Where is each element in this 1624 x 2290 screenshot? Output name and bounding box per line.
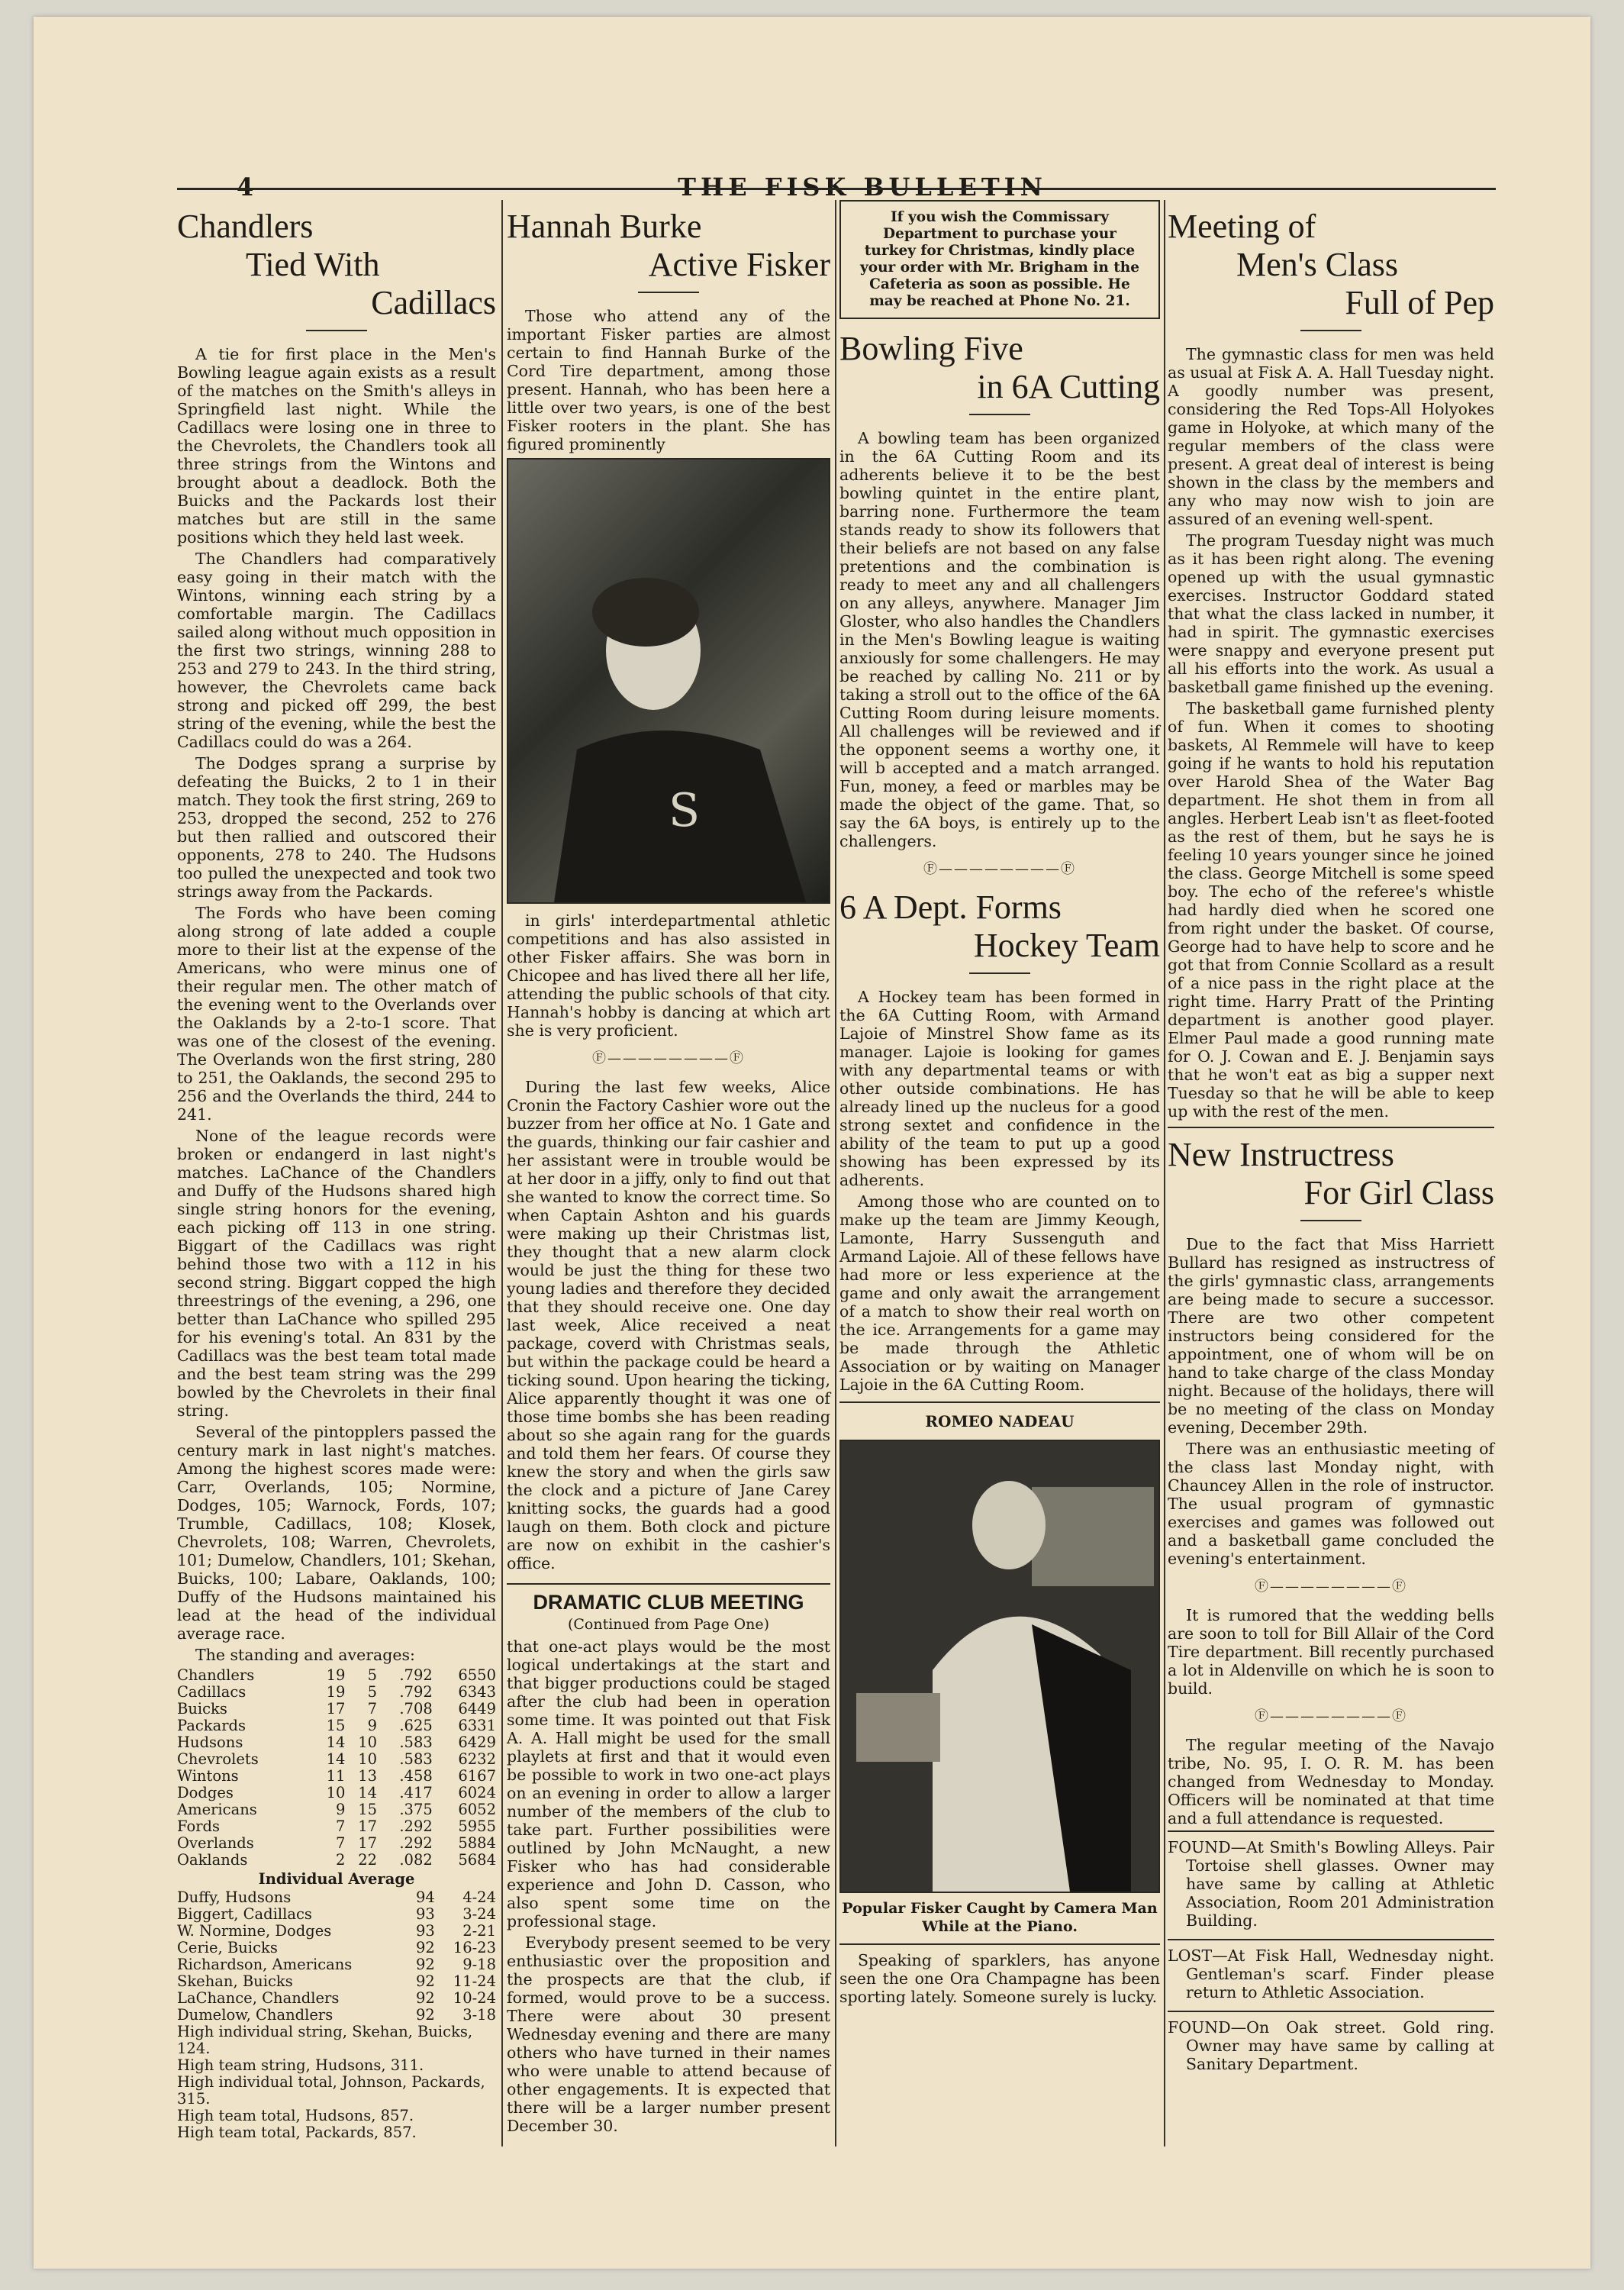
standings-row xyxy=(177,1667,496,1684)
ornament-divider: Ⓕ————————Ⓕ xyxy=(923,861,1076,877)
individual-average-row xyxy=(177,2007,496,2024)
bowler-stats xyxy=(416,1906,496,1923)
article-paragraph: The Dodges sprang a surprise by defeating the Buicks, 2 to 1 in their match. They took the first string, 269 to 253, dropped the second, 252 to 276 but then rallied and outscored their opponents, 278 to 240. The Hudsons too pulled the unexpected and took two strings away from the Packards. xyxy=(177,754,496,901)
column-rule xyxy=(835,200,836,2146)
romeo-nadeau-photo xyxy=(839,1440,1160,1893)
record-line: High team string, Hudsons, 311. xyxy=(177,2056,424,2074)
article-paragraph: The gymnastic class for men was held as usual at Fisk A. A. Hall Tuesday night. A goodly number was present, considering the Red Tops-All Holyokes game in Holyoke, at which many of the regular members of the class were present. A great deal of interest is being shown in the class by the members and any who may now wish to join are assured of an evening well-spent. xyxy=(1168,345,1494,528)
headline-hockey-team xyxy=(839,889,1160,965)
bowler-record: 16-23 xyxy=(453,1939,496,1956)
standings-row xyxy=(177,1768,496,1785)
section-rule xyxy=(1168,1127,1494,1128)
dramatic-club-heading: DRAMATIC CLUB MEETING xyxy=(507,1583,830,1614)
headline-rule xyxy=(1300,330,1361,331)
team-name: Fords xyxy=(177,1817,221,1835)
standings-table xyxy=(177,1667,496,1869)
standing-value: 13 xyxy=(358,1767,378,1785)
headline-line: Hannah Burke xyxy=(507,208,702,245)
article-paragraph: The Chandlers had comparatively easy going in their match with the Wintons, winning each string by a comfortable margin. The Cadillacs sailed along without much opposition in the first two strings, winning 288 to 253 and 279 to 243. In the third string, however, the Chevrolets came back strong and picked off 299, the best string of the evening, while the best the Cadillacs could do was a 264. xyxy=(177,550,496,751)
article-paragraph: It is rumored that the wedding bells are soon to toll for Bill Allair of the Cord Tire department. Bill recently purchased a lot in Aldenville on which he is soon to build. xyxy=(1168,1606,1494,1698)
bowler-average: 92 xyxy=(415,1972,435,1990)
headline-new-instructress xyxy=(1168,1136,1494,1212)
team-name: Chandlers xyxy=(177,1666,255,1684)
record-line: High team total, Packards, 857. xyxy=(177,2124,417,2141)
bowler-name: Skehan, Buicks xyxy=(177,1972,293,1990)
standing-value: 7 xyxy=(336,1834,346,1852)
standing-value: .417 xyxy=(399,1784,433,1801)
photo-name: ROMEO NADEAU xyxy=(925,1412,1075,1430)
team-name: Overlands xyxy=(177,1834,254,1852)
article-paragraph: Those who attend any of the important Fisker parties are almost certain to find Hannah Burke of the Cord Tire department, among those present. Hannah, who has been here a little over two years, is one of the best Fisker rooters in the plant. She has figured prominently xyxy=(507,307,830,453)
article-paragraph: Everybody present seemed to be very enthusiastic over the proposition and the prospects are that the club, if formed, would prove to be a success. There were about 30 present Wednesday evening and there are many others who have turned in their names who were unable to attend because of other engagements. It is expected that there will be a larger number present December 30. xyxy=(507,1934,830,2135)
bowler-record: 11-24 xyxy=(453,1972,496,1990)
standings-row xyxy=(177,1852,496,1869)
headline-chandlers xyxy=(177,208,496,322)
headline-rule xyxy=(969,972,1030,974)
bowler-record: 10-24 xyxy=(453,1989,496,2007)
standing-value: 10 xyxy=(358,1734,378,1751)
standing-value: 6550 xyxy=(458,1666,496,1684)
column-3 xyxy=(839,200,1160,2009)
headline-line: Tied With xyxy=(246,246,380,283)
headline-line: 6 A Dept. Forms xyxy=(839,889,1062,926)
hannah-burke-photo xyxy=(507,458,830,904)
team-name: Dodges xyxy=(177,1784,234,1801)
standings-row xyxy=(177,1718,496,1734)
classified-text: FOUND—At Smith's Bowling Alleys. Pair Tortoise shell glasses. Owner may have same by calling at Athletic Association, Room 201 Administration Building. xyxy=(1168,1838,1494,1930)
article-paragraph: A bowling team has been organized in the 6A Cutting Room and its adherents believe it to be the best bowling quintet in the entire plant, barring none. Furthermore the team stands ready to show its followers that their beliefs are not based on any false pretentions and the combination is ready to meet any and all challengers on any alleys, anywhere. Manager Jim Gloster, who also handles the Chandlers in the Men's Bowling league is waiting anxiously for some challengers. He may be reached by calling No. 211 or by taking a stroll out to the office of the 6A Cutting Room during leisure moments. All challenges will be reviewed and if the opponent seems a worthy one, it will b accepted and a match arranged. Fun, money, a feed or marbles may be made the object of the game. That, so say the 6A boys, is entirely up to the challengers. xyxy=(839,429,1160,850)
bowler-stats xyxy=(416,1889,496,1906)
standings-row xyxy=(177,1801,496,1818)
standing-value: .082 xyxy=(399,1851,433,1869)
standing-value: .583 xyxy=(399,1750,433,1768)
standing-value: 10 xyxy=(358,1750,378,1768)
masthead-title: THE FISK BULLETIN xyxy=(678,173,1047,202)
bowler-stats xyxy=(416,1923,496,1940)
team-name: Hudsons xyxy=(177,1734,243,1751)
team-name: Chevrolets xyxy=(177,1750,259,1768)
bowler-stats xyxy=(416,1940,496,1956)
article-paragraph: A tie for first place in the Men's Bowling league again exists as a result of the matches on the Smith's alleys in Springfield last night. While the Cadillacs were losing one in three to the Chevrolets, the Chandlers took all three strings from the Wintons and brought about a deadlock. Both the Buicks and the Packards lost their matches but are still in the same positions which they held last week. xyxy=(177,345,496,547)
headline-line: Active Fisker xyxy=(648,246,830,283)
individual-average-row xyxy=(177,1889,496,1906)
bowler-average: 94 xyxy=(415,1888,435,1906)
standings-row xyxy=(177,1734,496,1751)
standings-row xyxy=(177,1751,496,1768)
standing-value: 14 xyxy=(326,1750,346,1768)
standing-value: .792 xyxy=(399,1683,433,1701)
individual-average-row xyxy=(177,1956,496,1973)
article-paragraph: During the last few weeks, Alice Cronin the Factory Cashier wore out the buzzer from her office at No. 1 Gate and the guards, thinking our fair cashier and her assistant were in trouble would be at her door in a jiffy, only to find out that she wanted to know the correct time. So when Captain Ashton and his guards were making up their Christmas list, they thought that a new alarm clock would be just the thing for these two young ladies and therefore they decided that they should receive one. One day last week, Alice received a neat package, coverd with Christmas seals, but within the package could be heard a ticking sound. Upon hearing the ticking, Alice apparently thought it was one of those time bombs she has been reading about so she again rang for the guards and told them her fears. Of course they knew the story and when the girls saw the clock and a picture of Jane Carey knitting socks, the guards had a good laugh on them. Both clock and picture are now on exhibit in the cashier's office. xyxy=(507,1078,830,1572)
header-rule xyxy=(177,188,1496,190)
standing-value: .792 xyxy=(399,1666,433,1684)
individual-average-row xyxy=(177,1940,496,1956)
column-4 xyxy=(1168,200,1494,2082)
standing-value: 14 xyxy=(358,1784,378,1801)
headline-line: Hockey Team xyxy=(973,927,1160,964)
bowler-stats xyxy=(416,1990,496,2007)
records-list xyxy=(177,2024,496,2141)
standing-value: 7 xyxy=(367,1700,378,1718)
standing-value: 5955 xyxy=(458,1817,496,1835)
bowler-record: 3-24 xyxy=(462,1905,496,1923)
standing-value: 7 xyxy=(336,1817,346,1835)
standing-value: .292 xyxy=(399,1817,433,1835)
bowler-record: 2-21 xyxy=(462,1922,496,1940)
column-2 xyxy=(507,200,830,2138)
bowler-average: 93 xyxy=(415,1905,435,1923)
ornament-divider: Ⓕ————————Ⓕ xyxy=(592,1050,745,1066)
article-paragraph: None of the league records were broken or endangerd in last night's matches. LaChance of the Chandlers and Duffy of the Hudsons shared high single string honors for the evening, each picking off 113 in one string. Biggart of the Cadillacs was right behind those two with a 112 in his second string. Biggart copped the high threestrings of the evening, a 296, one better than LaChance who spilled 295 for his evening's total. An 831 by the Cadillacs was the best team total made and the best team string was the 299 bowled by the Chevrolets in their final string. xyxy=(177,1127,496,1420)
headline-meeting-mens-class xyxy=(1168,208,1494,322)
standing-value: .458 xyxy=(399,1767,433,1785)
individual-average-title: Individual Average xyxy=(258,1870,415,1888)
record-line: High individual total, Johnson, Packards, 315. xyxy=(177,2073,485,2108)
record-line: High individual string, Skehan, Buicks, 124. xyxy=(177,2023,473,2057)
standing-value: .292 xyxy=(399,1834,433,1852)
classified-text: LOST—At Fisk Hall, Wednesday night. Gentleman's scarf. Finder please return to Athletic Association. xyxy=(1168,1946,1494,2001)
standing-value: 6024 xyxy=(458,1784,496,1801)
standing-value: 10 xyxy=(326,1784,346,1801)
bowler-record: 4-24 xyxy=(462,1888,496,1906)
headline-line: New Instructress xyxy=(1168,1136,1394,1173)
team-name: Buicks xyxy=(177,1700,227,1718)
headline-line: Meeting of xyxy=(1168,208,1316,245)
classified-lost-scarf xyxy=(1168,1939,1494,2011)
standing-value: 6343 xyxy=(458,1683,496,1701)
page-number: 4 xyxy=(237,173,254,202)
standing-value: 5884 xyxy=(458,1834,496,1852)
piano-photo-image xyxy=(841,1441,1158,1892)
standing-value: 15 xyxy=(358,1801,378,1818)
team-name: Cadillacs xyxy=(177,1683,246,1701)
headline-line: Bowling Five xyxy=(839,330,1023,367)
section-rule xyxy=(839,1943,1160,1945)
article-paragraph: in girls' interdepartmental athletic competitions and has also assisted in other Fisker affairs. She was born in Chicopee and has lived there all her life, attending the public schools of that city. Hannah's hobby is dancing at which art she is very proficient. xyxy=(507,911,830,1040)
standing-value: 9 xyxy=(367,1717,378,1734)
bowler-average: 92 xyxy=(415,1939,435,1956)
individual-average-row xyxy=(177,1906,496,1923)
bowler-average: 93 xyxy=(415,1922,435,1940)
bowler-record: 3-18 xyxy=(462,2006,496,2024)
article-paragraph: The basketball game furnished plenty of fun. When it comes to shooting baskets, Al Remmele will have to keep going if he wants to hold his reputation over Harold Shea of the Water Bag department. He shot them in from all angles. Herbert Leab isn't as fleet-footed as the rest of them, but he says he is feeling 10 years younger since he joined the class. George Mitchell is some speed boy. The echo of the referee's whistle had hardly died when he scored one from right under the basket. Of course, George had to have help to score and he got that from Connie Scollard as a result of a nice pass in the right place at the right time. Harry Pratt of the Printing department is another good player. Elmer Paul made a good running mate for O. J. Cowan and E. J. Benjamin says that he won't eat as big a supper next Tuesday so that he will be able to keep up with the rest of the men. xyxy=(1168,699,1494,1121)
standings-row xyxy=(177,1785,496,1801)
standing-value: 15 xyxy=(326,1717,346,1734)
bowler-name: Cerie, Buicks xyxy=(177,1939,278,1956)
headline-line: Cadillacs xyxy=(371,284,496,321)
classified-found-ring xyxy=(1168,2011,1494,2082)
column-rule xyxy=(501,200,503,2146)
standing-value: 6429 xyxy=(458,1734,496,1751)
bowler-average: 92 xyxy=(415,1989,435,2007)
standing-value: 17 xyxy=(358,1834,378,1852)
article-paragraph: Due to the fact that Miss Harriett Bullard has resigned as instructress of the girls' gymnastic class, arrangements are being made to secure a successor. There are two other competent instructors being considered for the appointment, one of whom will be on hand to take charge of the class Monday night. Because of the holidays, there will be no meeting of the class on Monday evening, December 29th. xyxy=(1168,1235,1494,1437)
ornament-divider: Ⓕ————————Ⓕ xyxy=(1255,1579,1407,1595)
standing-value: 9 xyxy=(336,1801,346,1818)
standing-value: 6232 xyxy=(458,1750,496,1768)
headline-rule xyxy=(638,292,699,293)
headline-line: For Girl Class xyxy=(1303,1174,1494,1211)
article-paragraph: A Hockey team has been formed in the 6A Cutting Room, with Armand Lajoie of Minstrel Show fame as its manager. Lajoie is looking for games with any departmental teams or with other outside combinations. He has already lined up the nucleus for a good strong sextet and confidence in the ability of the team to put up a good showing has been expressed by its adherents. xyxy=(839,988,1160,1189)
photo-caption: Popular Fisker Caught by Camera Man While at the Piano. xyxy=(842,1900,1158,1935)
bowler-stats xyxy=(416,1956,496,1973)
standing-value: 5 xyxy=(367,1683,378,1701)
bowler-average: 92 xyxy=(415,1956,435,1973)
standings-row xyxy=(177,1684,496,1701)
commissary-notice: If you wish the Commissary Department to purchase your turkey for Christmas, kindly place your order with Mr. Brigham in the Cafeteria as soon as possible. He may be reached at Phone No. 21. xyxy=(839,200,1160,319)
standing-value: .375 xyxy=(399,1801,433,1818)
standing-value: 6167 xyxy=(458,1767,496,1785)
team-name: Packards xyxy=(177,1717,246,1734)
bowler-name: Biggert, Cadillacs xyxy=(177,1905,312,1923)
standing-value: 17 xyxy=(358,1817,378,1835)
column-rule xyxy=(1164,200,1165,2146)
ornament-divider: Ⓕ————————Ⓕ xyxy=(1255,1708,1407,1724)
standing-value: .625 xyxy=(399,1717,433,1734)
classified-found-glasses xyxy=(1168,1830,1494,1939)
headline-line: in 6A Cutting xyxy=(977,368,1160,405)
individual-average-row xyxy=(177,1973,496,1990)
article-paragraph: that one-act plays would be the most logical undertakings at the start and that bigger productions could be staged after the club had been in operation some time. It was pointed out that Fisk A. A. Hall might be used for the small playlets at first and that it would even be possible to work in two one-act plays on an evening in order to allow a larger number of the members of the club to take part. Further possibilities were outlined by John McNaught, a new Fisker who has had considerable experience and John D. Casson, who also spent some time on the professional stage. xyxy=(507,1637,830,1930)
bowler-name: Richardson, Americans xyxy=(177,1956,353,1973)
team-name: Oaklands xyxy=(177,1851,248,1869)
headline-bowling-five xyxy=(839,330,1160,406)
headline-line: Full of Pep xyxy=(1345,284,1494,321)
headline-rule xyxy=(969,414,1030,415)
svg-text:S: S xyxy=(669,784,701,837)
individual-average-list xyxy=(177,1889,496,2024)
individual-average-row xyxy=(177,1990,496,2007)
bowler-name: Dumelow, Chandlers xyxy=(177,2006,334,2024)
headline-line: Men's Class xyxy=(1236,246,1399,283)
standing-value: 2 xyxy=(336,1851,346,1869)
bowler-stats xyxy=(416,2007,496,2024)
individual-average-row xyxy=(177,1923,496,1940)
article-paragraph: The standing and averages: xyxy=(195,1646,415,1664)
bowler-name: LaChance, Chandlers xyxy=(177,1989,340,2007)
standing-value: 22 xyxy=(358,1851,378,1869)
standing-value: 14 xyxy=(326,1734,346,1751)
team-name: Wintons xyxy=(177,1767,239,1785)
article-paragraph: Several of the pintopplers passed the century mark in last night's matches. Among the highest scores made were: Carr, Overlands, 105; Normine, Dodges, 105; Warnock, Fords, 107; Trumble, Cadillacs, 108; Klosek, Chevrolets, 108; Warren, Chevrolets, 101; Dumelow, Chandlers, 101; Skehan, Buicks, 100; Labare, Oaklands, 100; Duffy of the Hudsons maintained his lead at the head of the individual average race. xyxy=(177,1423,496,1643)
standings-row xyxy=(177,1835,496,1852)
standing-value: 17 xyxy=(326,1700,346,1718)
standing-value: 11 xyxy=(326,1767,346,1785)
bowler-average: 92 xyxy=(415,2006,435,2024)
bowler-name: W. Normine, Dodges xyxy=(177,1922,332,1940)
headline-line: Chandlers xyxy=(177,208,314,245)
continued-note: (Continued from Page One) xyxy=(567,1616,770,1633)
article-paragraph: Speaking of sparklers, has anyone seen the one Ora Champagne has been sporting lately. Someone surely is lucky. xyxy=(839,1951,1160,2006)
bowler-name: Duffy, Hudsons xyxy=(177,1888,292,1906)
standing-value: 5684 xyxy=(458,1851,496,1869)
standing-value: 6449 xyxy=(458,1700,496,1718)
article-paragraph: Among those who are counted on to make up the team are Jimmy Keough, Lamonte, Harry Sussenguth and Armand Lajoie. All of these fellows have had more or less experience at the game and only await the arrangement of a match to show their real worth on the ice. Arrangements for a game may be made through the Athletic Association or by waiting on Manager Lajoie in the 6A Cutting Room. xyxy=(839,1192,1160,1394)
article-paragraph: The program Tuesday night was much as it has been right along. The evening opened up with the usual gymnastic exercises. Instructor Goddard stated that what the class lacked in number, it had in spirit. The gymnastic exercises were snappy and everyone present put all his efforts into the work. As usual a basketball game finished up the evening. xyxy=(1168,531,1494,696)
record-line: High team total, Hudsons, 857. xyxy=(177,2107,414,2124)
standings-row xyxy=(177,1818,496,1835)
article-paragraph: The Fords who have been coming along strong of late added a couple more to their list at the expense of the Americans, who were minus one of their regular men. The other match of the evening went to the Overlands over the Oaklands by a 2-to-1 score. That was one of the closest of the evening. The Overlands won the first string, 280 to 251, the Oaklands, the second 295 to 256 and the Overlands the third, 244 to 241. xyxy=(177,904,496,1124)
bowler-record: 9-18 xyxy=(462,1956,496,1973)
standing-value: .708 xyxy=(399,1700,433,1718)
standing-value: 19 xyxy=(326,1683,346,1701)
column-1 xyxy=(177,200,496,2141)
standing-value: 5 xyxy=(367,1666,378,1684)
team-name: Americans xyxy=(177,1801,257,1818)
headline-rule xyxy=(1300,1220,1361,1221)
standing-value: .583 xyxy=(399,1734,433,1751)
headline-hannah-burke xyxy=(507,208,830,284)
portrait-image xyxy=(508,460,829,902)
article-paragraph: The regular meeting of the Navajo tribe, No. 95, I. O. R. M. has been changed from Wednesday to Monday. Officers will be nominated at that time and a full attendance is requested. xyxy=(1168,1736,1494,1827)
bowler-stats xyxy=(416,1973,496,1990)
section-rule xyxy=(839,1401,1160,1403)
standings-row xyxy=(177,1701,496,1718)
standing-value: 6052 xyxy=(458,1801,496,1818)
standing-value: 19 xyxy=(326,1666,346,1684)
headline-rule xyxy=(306,330,367,331)
standing-value: 6331 xyxy=(458,1717,496,1734)
article-paragraph: There was an enthusiastic meeting of the class last Monday night, with Chauncey Allen in the role of instructor. The usual program of gymnastic exercises and games was followed out and a basketball game concluded the evening's entertainment. xyxy=(1168,1440,1494,1568)
classified-text: FOUND—On Oak street. Gold ring. Owner may have same by calling at Sanitary Department. xyxy=(1168,2018,1494,2073)
